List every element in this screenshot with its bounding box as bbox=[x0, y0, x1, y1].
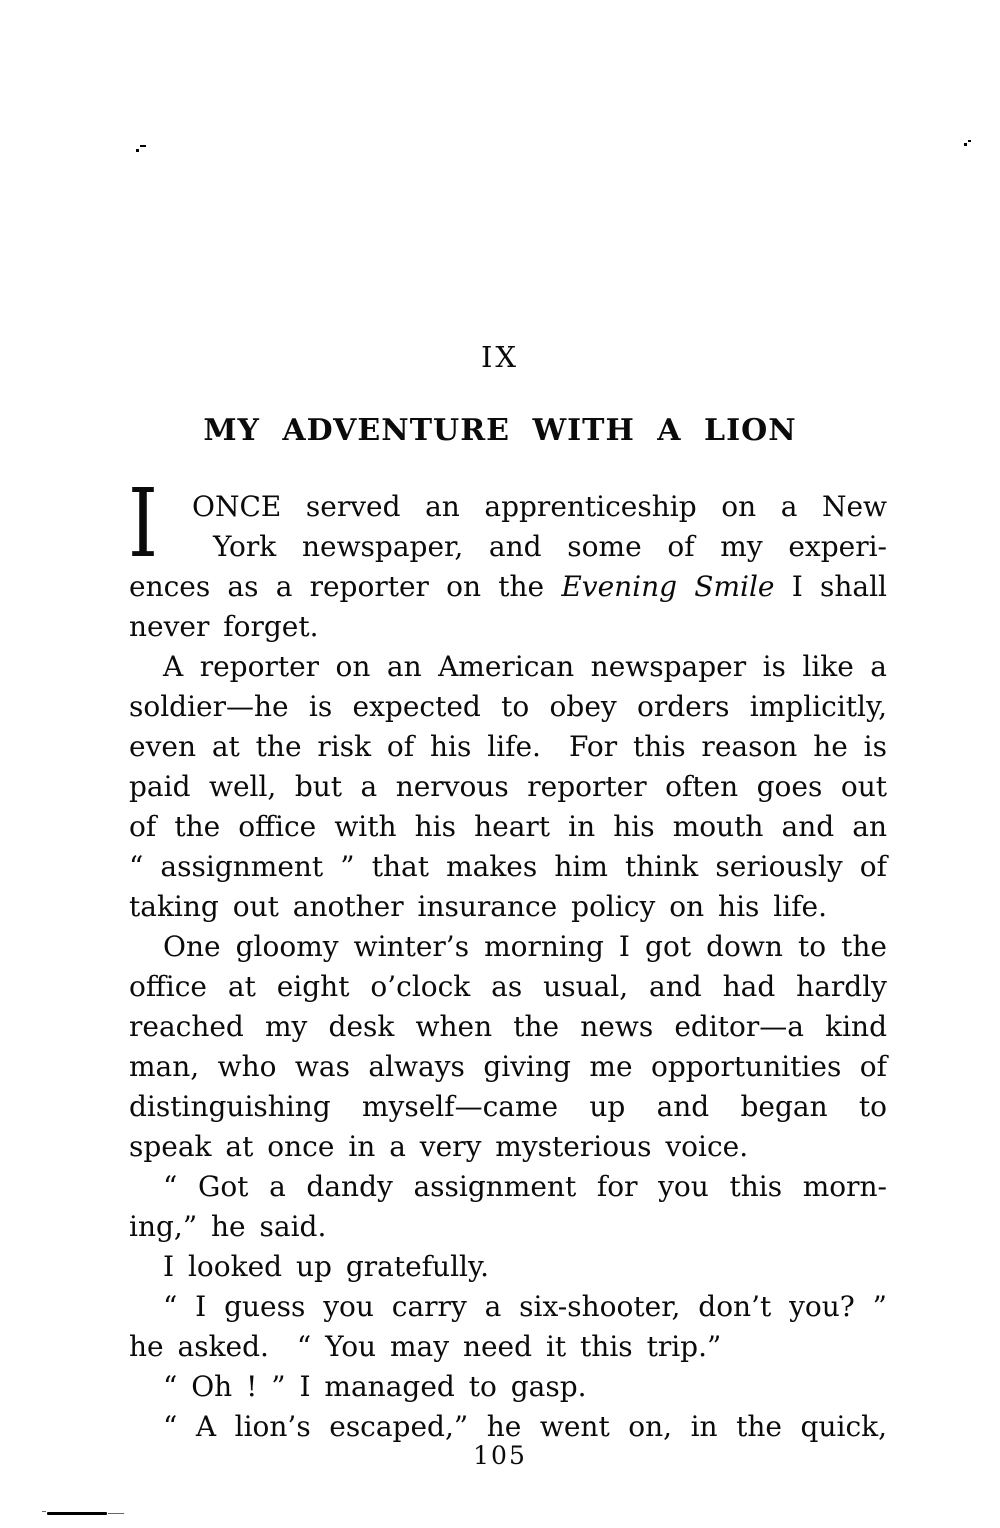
text-line: ONCE served an apprenticeship on a New bbox=[192, 490, 887, 523]
scan-speck-top-right bbox=[964, 143, 967, 146]
body-text bbox=[129, 487, 887, 1447]
text-line: “ assignment ” that makes him think seriously of bbox=[129, 850, 887, 883]
text-line: ing,” he said. bbox=[129, 1210, 327, 1243]
text-line: speak at once in a very mysterious voice. bbox=[129, 1130, 749, 1163]
scan-smudge-bottom-left-tail bbox=[108, 1513, 124, 1514]
text-line: of the office with his heart in his mouth and an bbox=[129, 810, 887, 843]
scan-speck-top-left-dash bbox=[140, 145, 146, 147]
text-line: A reporter on an American newspaper is like a bbox=[163, 650, 887, 683]
text-line: One gloomy winter’s morning I got down to the bbox=[163, 930, 887, 963]
drop-cap-letter: I bbox=[128, 469, 159, 579]
chapter-title: MY ADVENTURE WITH A LION bbox=[203, 413, 797, 448]
text-line: ences as a reporter on the Evening Smile I shall bbox=[129, 570, 887, 603]
text-line: taking out another insurance policy on his life. bbox=[129, 890, 828, 923]
scan-speck-top-right-dash bbox=[968, 140, 971, 142]
scan-smudge-bottom-left bbox=[47, 1512, 107, 1515]
text-line: York newspaper, and some of my experi- bbox=[213, 530, 887, 563]
text-line: “ Got a dandy assignment for you this morn- bbox=[163, 1170, 887, 1203]
text-line: man, who was always giving me opportunities of bbox=[129, 1050, 887, 1083]
text-line: never forget. bbox=[129, 610, 319, 643]
text-line: even at the risk of his life. For this reason he is bbox=[129, 730, 887, 763]
text-line: he asked. “ You may need it this trip.” bbox=[129, 1330, 722, 1363]
text-line: soldier—he is expected to obey orders implicitly, bbox=[129, 690, 887, 723]
page-number: 105 bbox=[473, 1441, 527, 1470]
text-line: “ A lion’s escaped,” he went on, in the quick, bbox=[163, 1410, 887, 1443]
text-line: I looked up gratefully. bbox=[163, 1250, 489, 1283]
text-line: “ I guess you carry a six-shooter, don’t you? ” bbox=[163, 1290, 887, 1323]
chapter-number: IX bbox=[480, 340, 520, 374]
scan-speck-top-left bbox=[136, 149, 139, 152]
text-line: distinguishing myself—came up and began to bbox=[129, 1090, 887, 1123]
text-line: office at eight o’clock as usual, and had hardly bbox=[129, 970, 887, 1003]
scan-smudge-bottom-left-lead bbox=[42, 1511, 46, 1512]
text-line: paid well, but a nervous reporter often goes out bbox=[129, 770, 887, 803]
text-line: “ Oh ! ” I managed to gasp. bbox=[163, 1370, 587, 1403]
text-line: reached my desk when the news editor—a kind bbox=[129, 1010, 887, 1043]
